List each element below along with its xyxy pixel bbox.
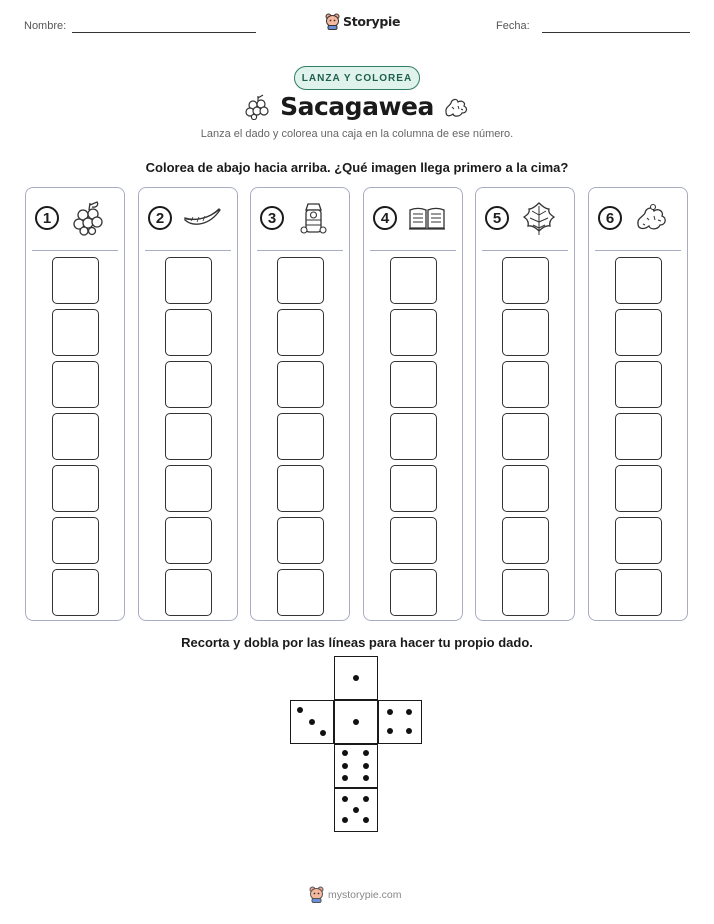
die-face: [334, 788, 378, 832]
color-box[interactable]: [277, 309, 324, 356]
die-pip: [353, 807, 359, 813]
die-face: [334, 700, 378, 744]
color-box[interactable]: [390, 309, 437, 356]
column-divider: [370, 250, 456, 251]
die-pip: [363, 796, 369, 802]
color-box[interactable]: [277, 361, 324, 408]
die-face: [290, 700, 334, 744]
color-box[interactable]: [165, 309, 212, 356]
column-number: 3: [260, 206, 284, 230]
column-2: [138, 187, 238, 621]
color-box[interactable]: [615, 465, 662, 512]
die-pip: [342, 763, 348, 769]
bear-icon: [309, 886, 324, 903]
footer-url: mystorypie.com: [328, 888, 402, 901]
die-pip: [309, 719, 315, 725]
book-icon: [408, 200, 446, 236]
color-box[interactable]: [52, 569, 99, 616]
color-box[interactable]: [390, 361, 437, 408]
die-pip: [406, 728, 412, 734]
color-box[interactable]: [277, 517, 324, 564]
cut-instruction: Recorta y dobla por las líneas para hacer tu propio dado.: [181, 635, 533, 650]
color-box[interactable]: [502, 257, 549, 304]
color-box[interactable]: [502, 361, 549, 408]
column-4: [363, 187, 463, 621]
column-3: [250, 187, 350, 621]
color-box[interactable]: [615, 413, 662, 460]
name-label: Nombre:: [24, 20, 67, 32]
color-box[interactable]: [52, 309, 99, 356]
color-box[interactable]: [165, 517, 212, 564]
column-divider: [482, 250, 568, 251]
color-box[interactable]: [390, 569, 437, 616]
column-number: 2: [148, 206, 172, 230]
color-box[interactable]: [52, 257, 99, 304]
column-5: [475, 187, 575, 621]
name-line[interactable]: [72, 32, 256, 33]
color-box[interactable]: [165, 569, 212, 616]
color-box[interactable]: [615, 309, 662, 356]
die-pip: [342, 817, 348, 823]
die-pip: [406, 709, 412, 715]
column-number: 4: [373, 206, 397, 230]
die-pip: [342, 796, 348, 802]
page-subtitle: Lanza el dado y colorea una caja en la columna de ese número.: [200, 128, 514, 140]
die-pip: [363, 817, 369, 823]
color-box[interactable]: [52, 517, 99, 564]
color-box[interactable]: [277, 465, 324, 512]
column-1: [25, 187, 125, 621]
die-pip: [297, 707, 303, 713]
column-divider: [32, 250, 118, 251]
die-pip: [363, 750, 369, 756]
color-box[interactable]: [502, 465, 549, 512]
color-box[interactable]: [502, 309, 549, 356]
column-6: [588, 187, 688, 621]
die-face: [334, 656, 378, 700]
die-face: [378, 700, 422, 744]
color-box[interactable]: [502, 517, 549, 564]
cradleboard-icon: [295, 200, 333, 236]
die-pip: [363, 775, 369, 781]
color-box[interactable]: [502, 569, 549, 616]
leaf-icon: [520, 200, 558, 236]
die-pip: [353, 675, 359, 681]
column-divider: [145, 250, 231, 251]
color-box[interactable]: [52, 413, 99, 460]
ginger-root-icon: [633, 200, 671, 236]
color-box[interactable]: [277, 257, 324, 304]
die-pip: [342, 750, 348, 756]
column-number: 6: [598, 206, 622, 230]
color-box[interactable]: [52, 465, 99, 512]
die-pip: [320, 730, 326, 736]
brand-logo: [325, 13, 400, 30]
die-pip: [387, 709, 393, 715]
die-pip: [353, 719, 359, 725]
color-box[interactable]: [390, 517, 437, 564]
berries-icon: [70, 200, 108, 236]
die-pip: [363, 763, 369, 769]
color-box[interactable]: [390, 465, 437, 512]
color-box[interactable]: [277, 413, 324, 460]
date-label: Fecha:: [496, 20, 530, 32]
die-pip: [342, 775, 348, 781]
ginger-root-icon: [442, 94, 470, 120]
color-box[interactable]: [165, 257, 212, 304]
column-number: 5: [485, 206, 509, 230]
color-box[interactable]: [390, 413, 437, 460]
footer: [309, 886, 402, 903]
color-box[interactable]: [615, 569, 662, 616]
canoe-icon: [183, 200, 221, 236]
color-box[interactable]: [502, 413, 549, 460]
die-pip: [387, 728, 393, 734]
color-box[interactable]: [165, 465, 212, 512]
color-box[interactable]: [615, 517, 662, 564]
column-divider: [595, 250, 681, 251]
activity-badge: LANZA Y COLOREA: [294, 66, 420, 90]
color-box[interactable]: [165, 361, 212, 408]
column-divider: [257, 250, 343, 251]
game-instruction: Colorea de abajo hacia arriba. ¿Qué imagen llega primero a la cima?: [145, 160, 569, 175]
die-face: [334, 744, 378, 788]
color-box[interactable]: [52, 361, 99, 408]
column-number: 1: [35, 206, 59, 230]
bear-icon: [325, 13, 340, 30]
color-box[interactable]: [390, 257, 437, 304]
date-line[interactable]: [542, 32, 690, 33]
page-title: Sacagawea: [280, 92, 434, 121]
color-box[interactable]: [165, 413, 212, 460]
color-box[interactable]: [615, 257, 662, 304]
color-box[interactable]: [615, 361, 662, 408]
color-box[interactable]: [277, 569, 324, 616]
brand-name: Storypie: [343, 14, 401, 29]
